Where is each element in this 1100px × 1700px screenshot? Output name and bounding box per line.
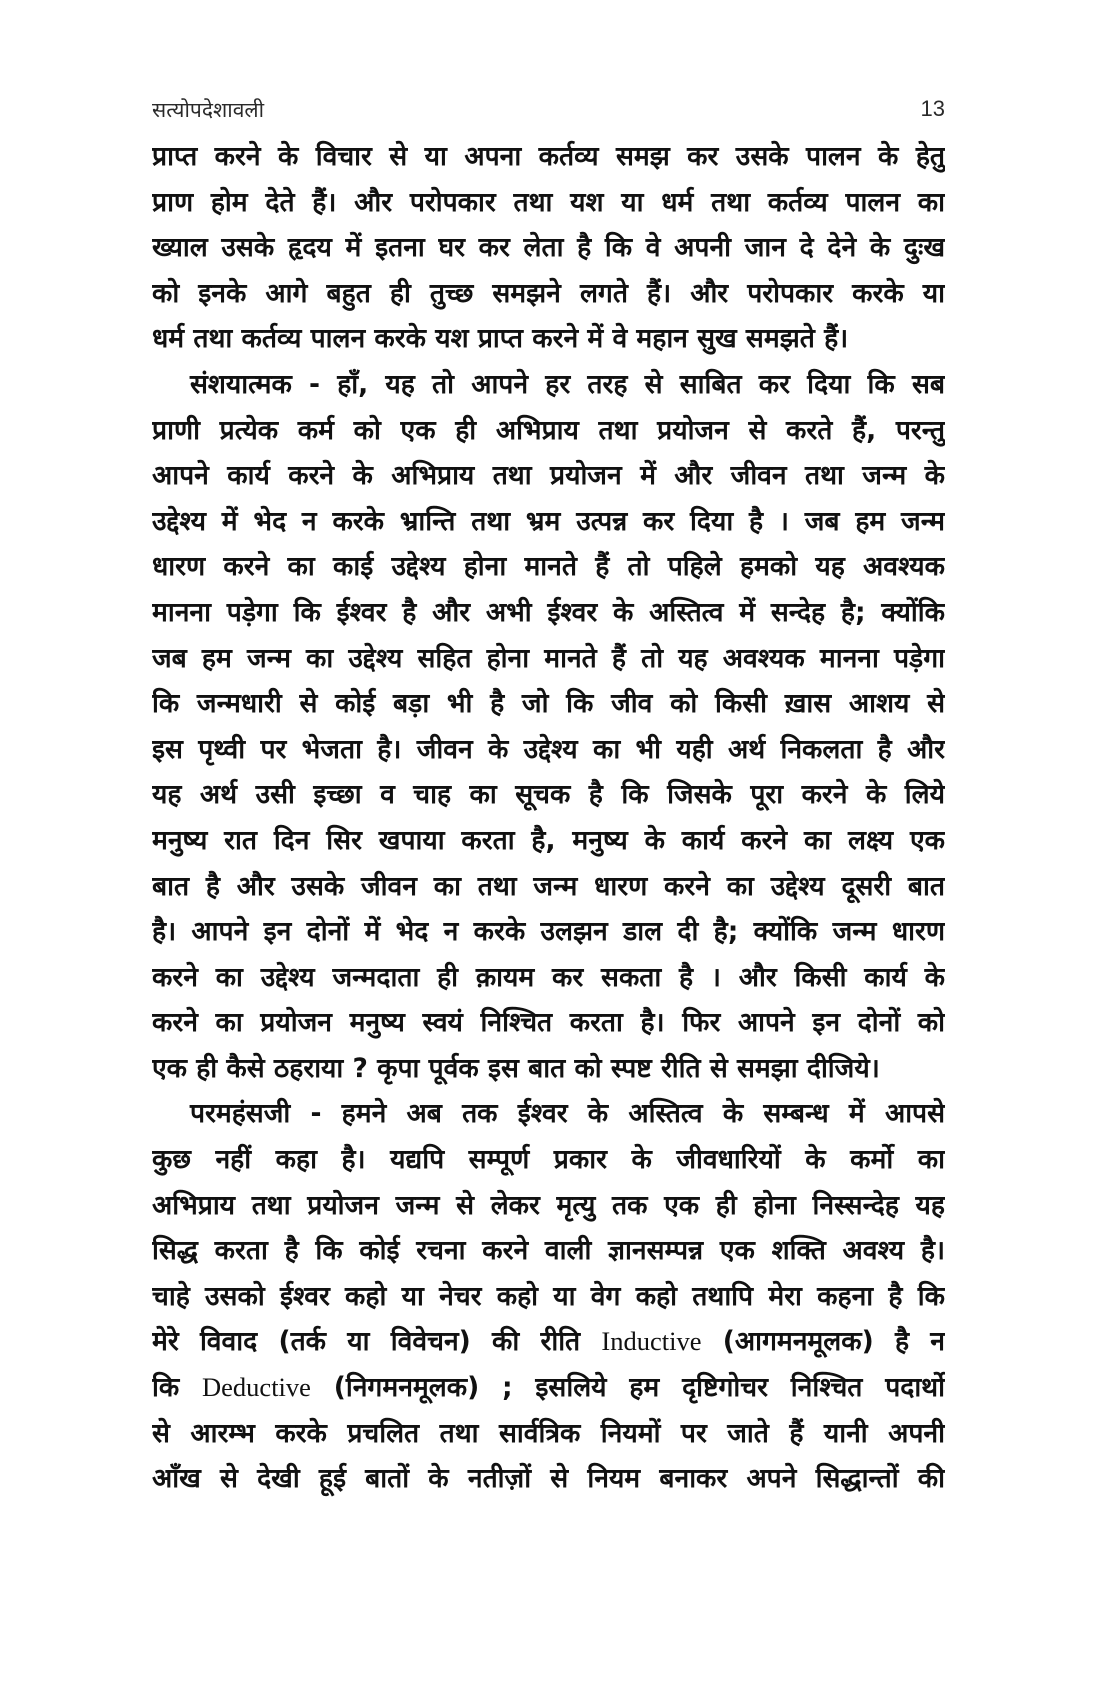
text-line: प्राप्त करने के विचार से या अपना कर्तव्य समझ कर उसके पालन के हेतु bbox=[152, 141, 945, 172]
text-fragment: मेरे विवाद (तर्क या विवेचन) की रीति bbox=[152, 1326, 602, 1358]
text-line: से आरम्भ करके प्रचलित तथा सार्वत्रिक नियमों पर जाते हैं यानी अपनी bbox=[152, 1417, 945, 1449]
text-line: धारण करने का काई उद्देश्य होना मानते हैं तो पहिले हमको यह अवश्यक bbox=[152, 551, 945, 583]
text-line: चाहे उसको ईश्वर कहो या नेचर कहो या वेग कहो तथापि मेरा कहना है कि bbox=[152, 1280, 945, 1312]
text-line: आँख से देखी हूई बातों के नतीज़ों से नियम बनाकर अपने सिद्धान्तों की bbox=[152, 1463, 945, 1495]
english-term: Inductive bbox=[601, 1326, 702, 1357]
text-fragment: (आगमनमूलक) है न bbox=[701, 1326, 945, 1358]
text-fragment: (निगमनमूलक) ; इसलिये हम दृष्टिगोचर निश्चित पदार्थो bbox=[310, 1372, 945, 1404]
text-line: सिद्ध करता है कि कोई रचना करने वाली ज्ञानसम्पन्न एक शक्ति अवश्य है। bbox=[152, 1235, 945, 1267]
book-page bbox=[152, 90, 945, 1670]
body-text bbox=[152, 134, 945, 1502]
text-line: ख्याल उसके हृदय में इतना घर कर लेता है कि वे अपनी जान दे देने के दुःख bbox=[152, 232, 945, 264]
text-line: करने का उद्देश्य जन्मदाता ही क़ायम कर सकता है । और किसी कार्य के bbox=[152, 961, 945, 993]
text-line: बात है और उसके जीवन का तथा जन्म धारण करने का उद्देश्य दूसरी बात bbox=[152, 870, 945, 902]
running-header bbox=[152, 90, 945, 130]
english-term: Deductive bbox=[202, 1372, 311, 1403]
text-line: मानना पड़ेगा कि ईश्वर है और अभी ईश्वर के अस्तित्व में सन्देह है; क्योंकि bbox=[152, 596, 945, 628]
text-line-mixed bbox=[152, 1365, 945, 1411]
book-title: सत्योपदेशावली bbox=[152, 98, 265, 122]
text-line: जब हम जन्म का उद्देश्य सहित होना मानते हैं तो यह अवश्यक मानना पड़ेगा bbox=[152, 642, 945, 674]
text-line: है। आपने इन दोनों में भेद न करके उलझन डाल दी है; क्योंकि जन्म धारण bbox=[152, 916, 945, 948]
text-line: प्राणी प्रत्येक कर्म को एक ही अभिप्राय तथा प्रयोजन से करते हैं, परन्तु bbox=[152, 414, 945, 446]
text-line: धर्म तथा कर्तव्य पालन करके यश प्राप्त करने में वे महान सुख समझते हैं। bbox=[152, 323, 849, 355]
page-number: 13 bbox=[920, 96, 945, 121]
text-line: यह अर्थ उसी इच्छा व चाह का सूचक है कि जिसके पूरा करने के लिये bbox=[152, 779, 945, 811]
text-line: आपने कार्य करने के अभिप्राय तथा प्रयोजन में और जीवन तथा जन्म के bbox=[152, 460, 945, 492]
text-line: एक ही कैसे ठहराया ? कृपा पूर्वक इस बात को स्पष्ट रीति से समझा दीजिये। bbox=[152, 1052, 880, 1084]
text-line: प्राण होम देते हैं। और परोपकार तथा यश या धर्म तथा कर्तव्य पालन का bbox=[152, 186, 945, 218]
text-line: उद्देश्य में भेद न करके भ्रान्ति तथा भ्रम उत्पन्न कर दिया है । जब हम जन्म bbox=[152, 505, 945, 537]
text-line: इस पृथ्वी पर भेजता है। जीवन के उद्देश्य का भी यही अर्थ निकलता है और bbox=[152, 733, 945, 765]
text-line: मनुष्य रात दिन सिर खपाया करता है, मनुष्य के कार्य करने का लक्ष्य एक bbox=[152, 824, 945, 856]
text-line: को इनके आगे बहुत ही तुच्छ समझने लगते हैं। और परोपकार करके या bbox=[152, 277, 945, 309]
text-line-mixed bbox=[152, 1319, 945, 1365]
text-line: परमहंसजी - हमने अब तक ईश्वर के अस्तित्व के सम्बन्ध में आपसे bbox=[190, 1098, 945, 1130]
text-line: कुछ नहीं कहा है। यद्यपि सम्पूर्ण प्रकार के जीवधारियों के कर्मो का bbox=[152, 1144, 945, 1176]
text-line: करने का प्रयोजन मनुष्य स्वयं निश्चित करता है। फिर आपने इन दोनों को bbox=[152, 1007, 945, 1039]
text-line: संशयात्मक - हाँ, यह तो आपने हर तरह से साबित कर दिया कि सब bbox=[190, 368, 945, 400]
text-line: अभिप्राय तथा प्रयोजन जन्म से लेकर मृत्यु तक एक ही होना निस्सन्देह यह bbox=[152, 1189, 945, 1221]
text-fragment: कि bbox=[152, 1372, 203, 1404]
text-line: कि जन्मधारी से कोई बड़ा भी है जो कि जीव को किसी ख़ास आशय से bbox=[152, 688, 945, 720]
